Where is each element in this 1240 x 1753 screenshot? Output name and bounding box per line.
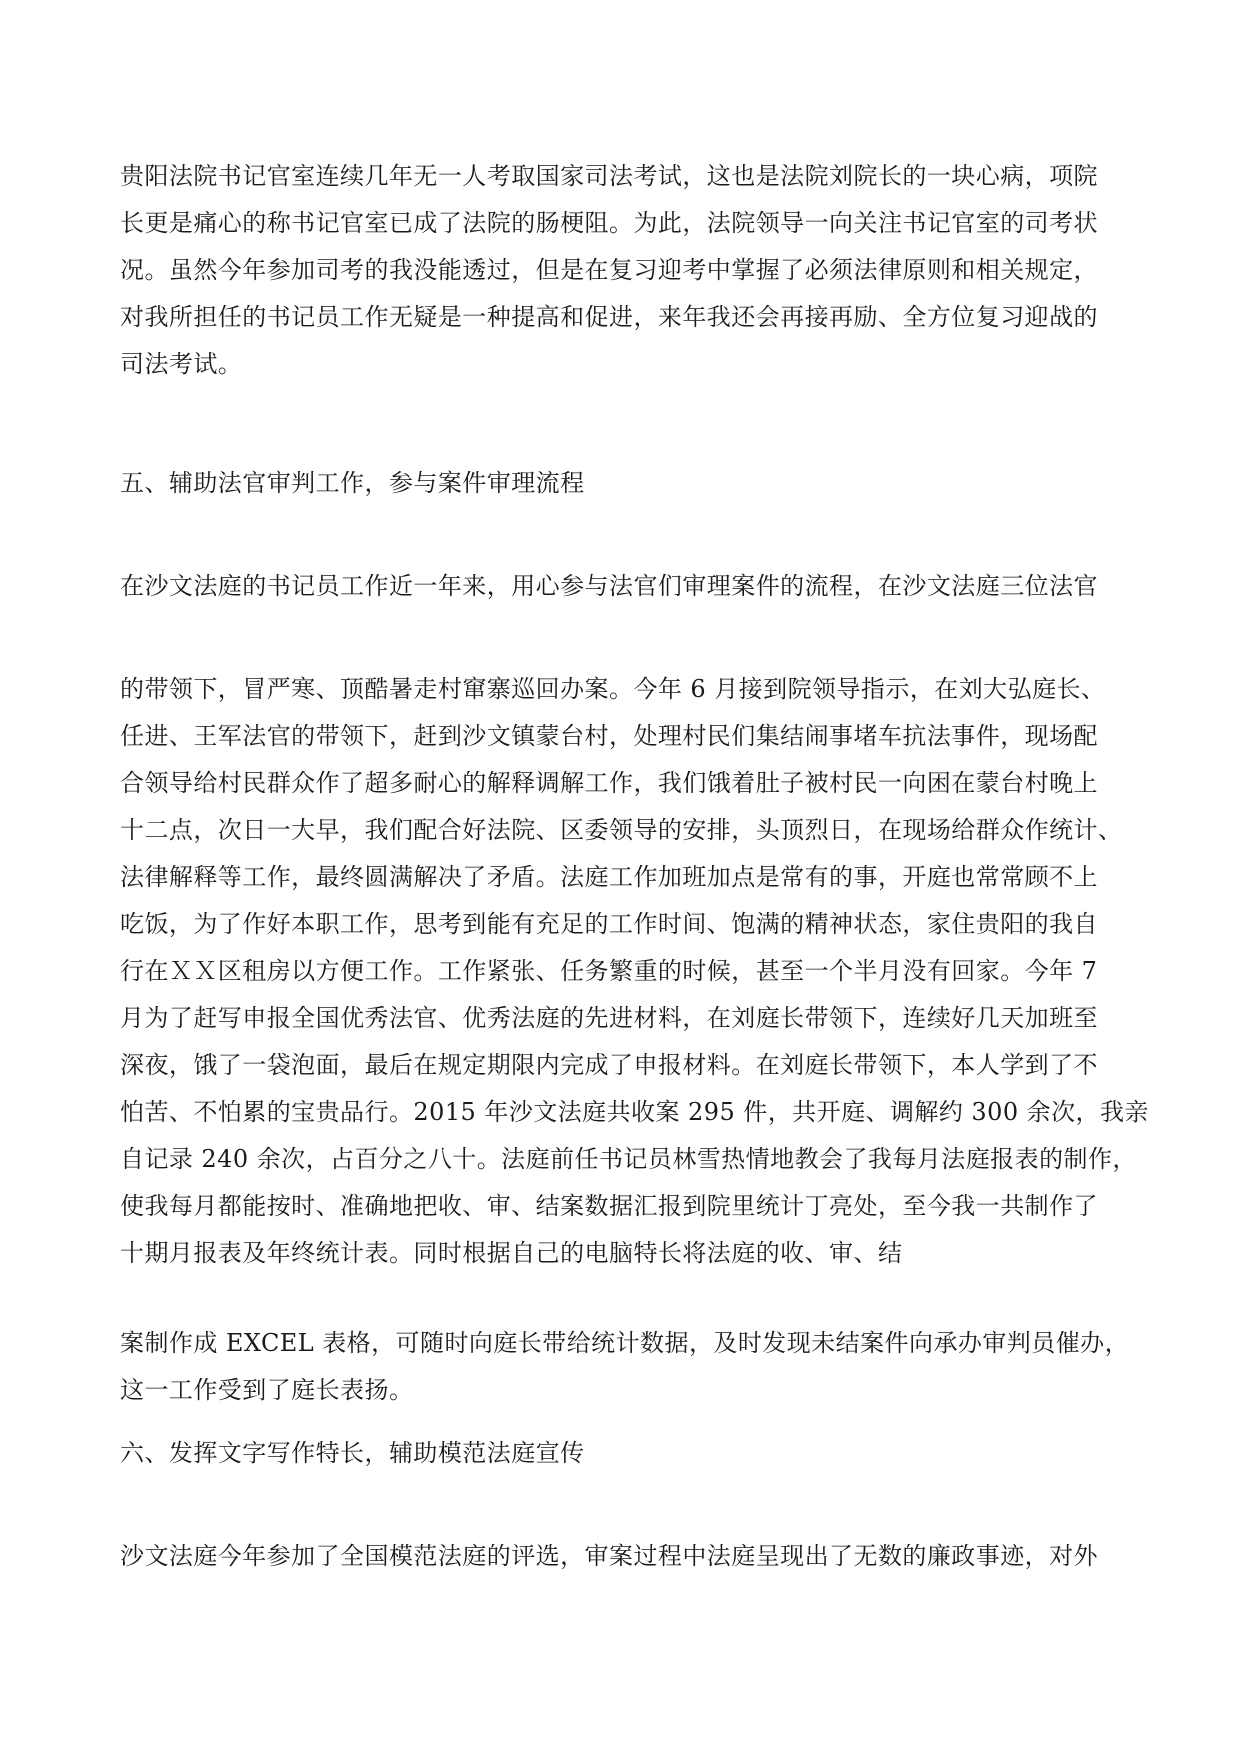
text-line: 案制作成 EXCEL 表格，可随时向庭长带给统计数据，及时发现未结案件向承办审判员催办， xyxy=(120,1329,1130,1357)
text-line: 使我每月都能按时、准确地把收、审、结案数据汇报到院里统计丁亮处，至今我一共制作了 xyxy=(120,1192,1098,1220)
text-line: 况。虽然今年参加司考的我没能透过，但是在复习迎考中掌握了必须法律原则和相关规定， xyxy=(120,256,1098,284)
text-line: 司法考试。 xyxy=(120,350,243,378)
text-line: 长更是痛心的称书记官室已成了法院的肠梗阻。为此，法院领导一向关注书记官室的司考状 xyxy=(120,209,1098,237)
text-line: 月为了赶写申报全国优秀法官、优秀法庭的先进材料，在刘庭长带领下，连续好几天加班至 xyxy=(120,1004,1098,1032)
text-line: 自记录 240 余次，占百分之八十。法庭前任书记员林雪热情地教会了我每月法庭报表的制作， xyxy=(120,1145,1137,1173)
text-line: 法律解释等工作，最终圆满解决了矛盾。法庭工作加班加点是常有的事，开庭也常常顾不上 xyxy=(120,863,1098,891)
text-line: 的带领下，冒严寒、顶酷暑走村窜寨巡回办案。今年 6 月接到院领导指示，在刘大弘庭长、 xyxy=(120,675,1106,703)
text-line: 行在ＸＸ区租房以方便工作。工作紧张、任务繁重的时候，甚至一个半月没有回家。今年 7 xyxy=(120,957,1098,985)
paragraph-excel-report xyxy=(120,1320,1130,1414)
paragraph-trial-assist-body xyxy=(120,666,1149,1277)
text-line: 在沙文法庭的书记员工作近一年来，用心参与法官们审理案件的流程，在沙文法庭三位法官 xyxy=(120,572,1098,600)
text-line: 任进、王军法官的带领下，赶到沙文镇蒙台村，处理村民们集结闹事堵车抗法事件，现场配 xyxy=(120,722,1098,750)
heading-text: 五、辅助法官审判工作，参与案件审理流程 xyxy=(120,469,585,497)
text-line: 贵阳法院书记官室连续几年无一人考取国家司法考试，这也是法院刘院长的一块心病，项院 xyxy=(120,162,1098,190)
text-line: 十二点，次日一大早，我们配合好法院、区委领导的安排，头顶烈日，在现场给群众作统计、 xyxy=(120,816,1123,844)
paragraph-model-court xyxy=(120,1533,1125,1580)
heading-text: 六、发挥文字写作特长，辅助模范法庭宣传 xyxy=(120,1439,585,1467)
text-line: 合领导给村民群众作了超多耐心的解释调解工作，我们饿着肚子被村民一向困在蒙台村晚上 xyxy=(120,769,1098,797)
text-line: 沙文法庭今年参加了全国模范法庭的评选，审案过程中法庭呈现出了无数的廉政事迹，对外 xyxy=(120,1542,1098,1570)
text-line: 吃饭，为了作好本职工作，思考到能有充足的工作时间、饱满的精神状态，家住贵阳的我自 xyxy=(120,910,1098,938)
paragraph-trial-assist-intro xyxy=(120,563,1125,610)
section-heading-6 xyxy=(120,1430,1125,1477)
text-line: 对我所担任的书记员工作无疑是一种提高和促进，来年我还会再接再励、全方位复习迎战的 xyxy=(120,303,1098,331)
text-line: 深夜，饿了一袋泡面，最后在规定期限内完成了申报材料。在刘庭长带领下，本人学到了不 xyxy=(120,1051,1098,1079)
text-line: 这一工作受到了庭长表扬。 xyxy=(120,1376,414,1404)
text-line: 怕苦、不怕累的宝贵品行。2015 年沙文法庭共收案 295 件，共开庭、调解约 300 余次，我亲 xyxy=(120,1098,1149,1126)
paragraph-exam-status xyxy=(120,153,1125,388)
section-heading-5 xyxy=(120,460,1125,507)
text-line: 十期月报表及年终统计表。同时根据自己的电脑特长将法庭的收、审、结 xyxy=(120,1239,903,1267)
